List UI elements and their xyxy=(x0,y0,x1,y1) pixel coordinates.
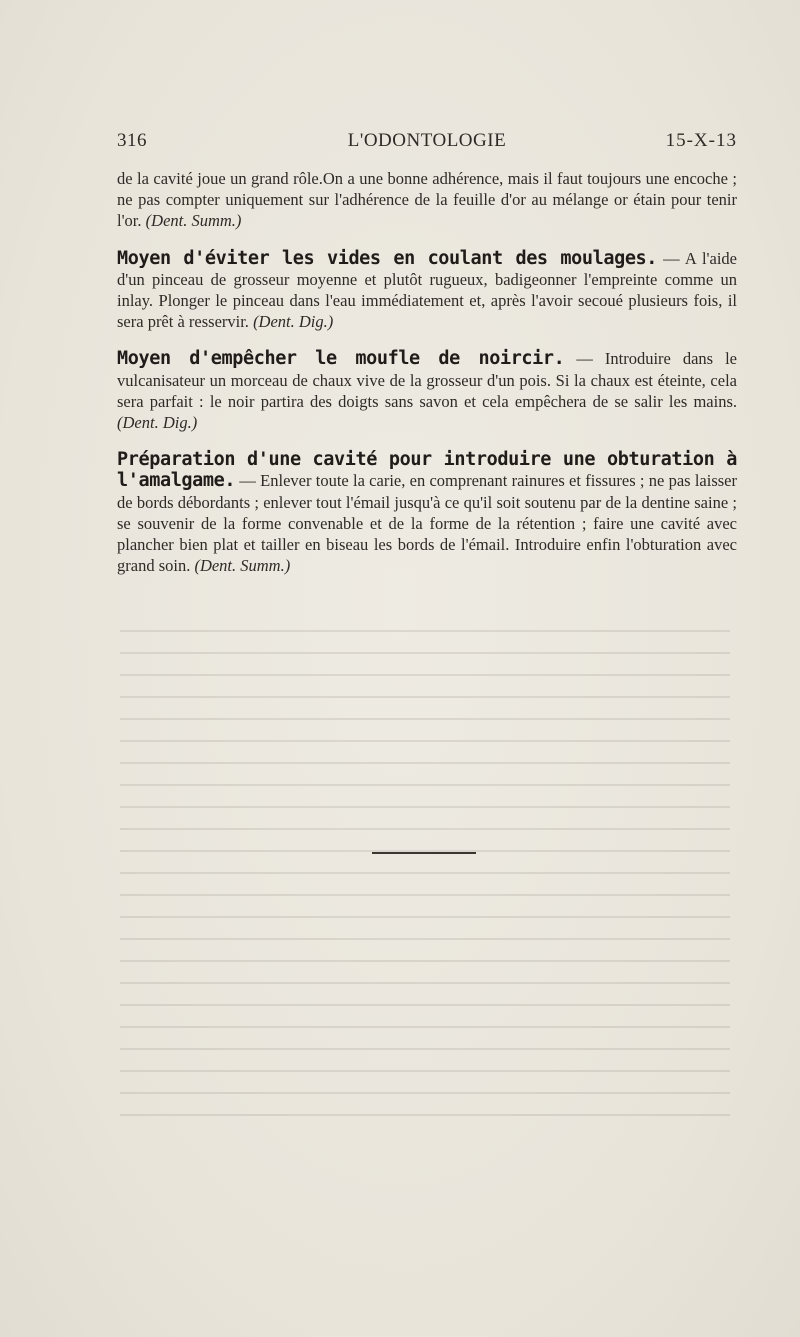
paragraph-moulages xyxy=(117,248,737,333)
paragraph-moufle xyxy=(117,348,737,433)
source-citation: (Dent. Summ.) xyxy=(194,556,291,576)
source-citation: (Dent. Summ.) xyxy=(145,211,242,231)
paragraph-text: — Enlever toute la carie, en comprenant rainures et fissures ; ne pas laisser de bords débordants ; enlever tout l'émail jusqu'à ce qu'il soit soutenu par de la dentine saine ; se souvenir de la forme convenable et de la forme de la rétention ; faire une cavité avec plancher bien plat et tailler en biseau les bords de l'émail. Introduire enfin l'obturation avec grand soin. xyxy=(117,471,737,576)
source-citation: (Dent. Dig.) xyxy=(253,312,334,332)
paragraph-amalgame xyxy=(117,449,737,576)
paragraph-text: — A l'aide d'un pinceau de grosseur moyenne et plutôt rugueux, badigeonner l'empreinte comme un inlay. Plonger le pinceau dans l'eau immédiatement et, après l'avoir secoué plusieurs fois, il sera prêt à resservir. xyxy=(117,248,737,332)
section-heading: Moyen d'éviter les vides en coulant des moulages. xyxy=(117,247,658,269)
show-through-texture xyxy=(120,630,730,1190)
issue-date: 15-X-13 xyxy=(665,130,737,151)
page-number: 316 xyxy=(117,130,147,151)
paragraph-text: — Introduire dans le vulcanisateur un morceau de chaux vive de la grosseur d'un pois. Si la chaux est éteinte, cela sera parfait : le noir partira des doigts sans savon et cela empêchera de se salir les mains. xyxy=(117,349,737,411)
paragraph-text: de la cavité joue un grand rôle.On a une bonne adhérence, mais il faut toujours une encoche ; ne pas compter uniquement sur l'adhérence de la feuille d'or au mélange or étain pour tenir l'or. xyxy=(117,169,737,231)
section-heading: Préparation d'une cavité pour introduire une obturation à l'amalgame. xyxy=(117,449,737,492)
section-heading: Moyen d'empêcher le moufle de noircir. xyxy=(117,348,565,370)
page-header xyxy=(117,130,737,160)
source-citation: (Dent. Dig.) xyxy=(117,413,198,433)
page-body xyxy=(117,168,737,576)
paragraph-cavity-adherence xyxy=(117,168,737,232)
running-title: L'ODONTOLOGIE xyxy=(347,130,507,151)
section-divider-rule xyxy=(372,852,476,854)
